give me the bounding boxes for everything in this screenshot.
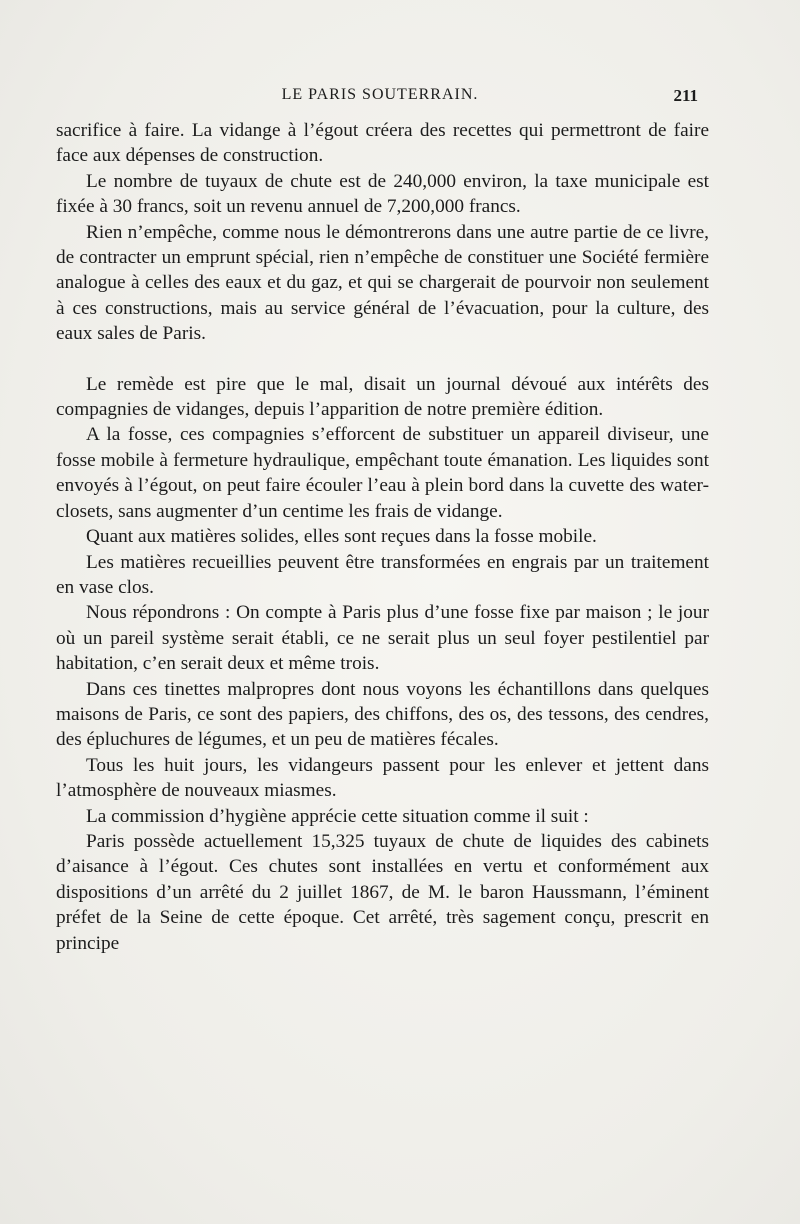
paragraph: La commission d’hygiène apprécie cette situation comme il suit :: [86, 805, 589, 827]
paragraph: Quant aux matières solides, elles sont reçues dans la fosse mobile.: [86, 526, 597, 548]
paragraph: Le nombre de tuyaux de chute est de 240,000 environ, la taxe municipale est fixée à 30 francs, soit un revenu annuel de 7,200,000 francs.: [56, 170, 709, 218]
paragraph: Les matières recueillies peuvent être transformées en engrais par un traitement en vase clos.: [56, 551, 709, 598]
paragraph: Rien n’empêche, comme nous le démontrerons dans une autre partie de ce livre, de contracter un emprunt spécial, rien n’empêche de constituer une Société fermière analogue à celles des eaux et du gaz, et qui se chargerait de pourvoir non seulement à ces constructions, mais au service général de l’évacuation, pour la culture, des eaux sales de Paris.: [56, 221, 709, 345]
paragraph: Paris possède actuellement 15,325 tuyaux de chute de liquides des cabinets d’aisance à l’égout. Ces chutes sont installées en vertu et conformément aux dispositions d’un arrêté du 2 juillet 1867, de M. le baron Haussmann, l’éminent préfet de la Seine de cette époque. Cet arrêté, très sagement conçu, prescrit en principe: [56, 830, 709, 954]
page-number: 211: [673, 86, 698, 105]
paragraph: Le remède est pire que le mal, disait un journal dévoué aux intérêts des compagnies de vidanges, depuis l’apparition de notre première édition.: [56, 373, 709, 421]
paragraph: sacrifice à faire. La vidange à l’égout créera des recettes qui permettront de faire face aux dépenses de construction.: [56, 120, 709, 167]
body-text: [56, 118, 709, 956]
page-header: [60, 86, 700, 108]
paragraph: Nous répondrons : On compte à Paris plus d’une fosse fixe par maison ; le jour où un pareil système serait établi, ce ne serait plus un seul foyer pestilentiel par habitation, c’en serait deux et même trois.: [56, 602, 709, 675]
paragraph: A la fosse, ces compagnies s’efforcent de substituer un appareil diviseur, une fosse mobile à fermeture hydraulique, empêchant toute émanation. Les liquides sont envoyés à l’égout, on peut faire écouler l’eau à plein bord dans la cuvette des water-closets, sans augmenter d’un centime les frais de vidange.: [56, 424, 709, 522]
running-title: LE PARIS SOUTERRAIN.: [281, 86, 479, 103]
paragraph: Tous les huit jours, les vidangeurs passent pour les enlever et jettent dans l’atmosphère de nouveaux miasmes.: [56, 754, 709, 802]
paragraph: Dans ces tinettes malpropres dont nous voyons les échantillons dans quelques maisons de Paris, ce sont des papiers, des chiffons, des os, des tessons, des cendres, des épluchures de légumes, et un peu de matières fécales.: [56, 678, 709, 751]
